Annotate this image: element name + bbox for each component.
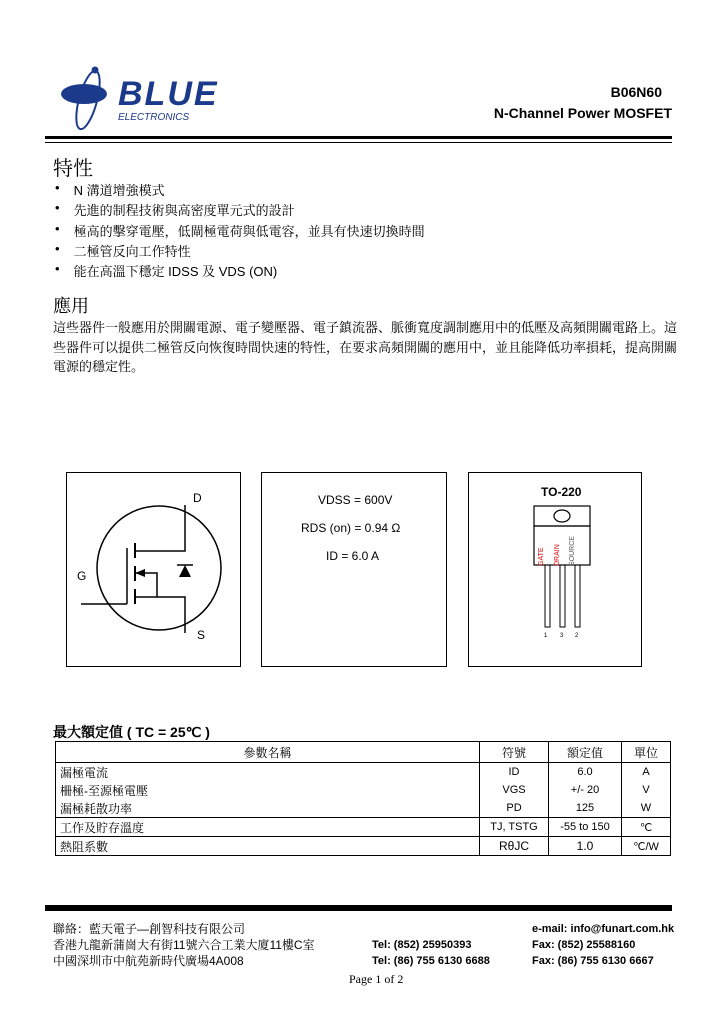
cell: V bbox=[622, 781, 671, 799]
cell: 工作及貯存溫度 bbox=[56, 818, 480, 837]
feature-item: • 極高的擊穿電壓，低閘極電荷與低電容，並具有快速切換時間 bbox=[55, 221, 425, 239]
footer-fax-hk: Fax: (852) 25588160 bbox=[532, 939, 636, 951]
key-specs-box bbox=[261, 472, 447, 667]
cell: A bbox=[622, 763, 671, 782]
ratings-table bbox=[55, 741, 671, 856]
table-row bbox=[56, 781, 671, 799]
mosfet-symbol-icon bbox=[67, 473, 240, 666]
pin-source-label: SOURCE bbox=[569, 536, 576, 566]
header-rule-thin bbox=[45, 142, 672, 143]
header-rule bbox=[45, 136, 672, 139]
source-label: S bbox=[197, 628, 206, 642]
cell: 熱阻系數 bbox=[56, 837, 480, 856]
cell: 柵極-至源極電壓 bbox=[56, 781, 480, 799]
feature-item: • N 溝道增強模式 bbox=[55, 180, 165, 198]
cell: 125 bbox=[549, 799, 622, 818]
table-row bbox=[56, 763, 671, 782]
pin-number: 2 bbox=[575, 633, 579, 639]
logo-emblem-icon bbox=[58, 60, 120, 140]
cell: PD bbox=[480, 799, 549, 818]
footer-rule bbox=[45, 905, 672, 911]
feature-item: • 二極管反向工作特性 bbox=[55, 241, 191, 259]
table-row bbox=[56, 837, 671, 856]
id-spec: ID = 6.0 A bbox=[326, 549, 380, 563]
vdss-spec: VDSS = 600V bbox=[318, 493, 393, 507]
header-cell: 額定值 bbox=[549, 742, 622, 763]
footer-tel-cn: Tel: (86) 755 6130 6688 bbox=[372, 955, 490, 967]
cell: W bbox=[622, 799, 671, 818]
cell: ID bbox=[480, 763, 549, 782]
rds-spec: RDS (on) = 0.94 Ω bbox=[301, 521, 401, 535]
feature-item: • 先進的制程技術與高密度單元式的設計 bbox=[55, 200, 295, 218]
header-cell: 符號 bbox=[480, 742, 549, 763]
table-header-row bbox=[56, 742, 671, 763]
cell: ℃ bbox=[622, 818, 671, 837]
cell: VGS bbox=[480, 781, 549, 799]
cell: -55 to 150 bbox=[549, 818, 622, 837]
features-title: 特性 bbox=[53, 156, 93, 180]
page-number: Page 1 of 2 bbox=[349, 972, 404, 986]
to220-package-icon bbox=[469, 473, 641, 666]
package-box bbox=[468, 472, 642, 667]
pin-number: 3 bbox=[560, 633, 564, 639]
applications-text: 這些器件一般應用於開關電源、電子變壓器、電子鎮流器、脈衝寬度調制應用中的低壓及高頻開關電路上。這些器件可以提供二極管反向恢復時間快速的特性，在要求高頻開關的應用中，並且能降低功率損耗，提高開關電源的穩定性。 bbox=[53, 320, 678, 374]
drain-label: D bbox=[193, 491, 202, 505]
footer-email: e-mail: info@funart.com.hk bbox=[532, 923, 675, 935]
table-row bbox=[56, 818, 671, 837]
part-number: B06N60 bbox=[610, 84, 662, 100]
cell: TJ, TSTG bbox=[480, 818, 549, 837]
table-row bbox=[56, 799, 671, 818]
footer-fax-cn: Fax: (86) 755 6130 6667 bbox=[532, 955, 654, 967]
logo-brand: BLUE bbox=[118, 75, 219, 113]
cell: ℃/W bbox=[622, 837, 671, 856]
cell: RθJC bbox=[480, 837, 549, 856]
pin-number: 1 bbox=[544, 633, 548, 639]
pin-gate-label: GATE bbox=[538, 547, 545, 566]
mosfet-symbol-box bbox=[66, 472, 241, 667]
cell: 漏極電流 bbox=[56, 763, 480, 782]
ratings-title: 最大額定值 ( TC = 25℃ ) bbox=[53, 724, 210, 740]
footer-address-hk: 香港九龍新蒲崗大有街11號六合工業大廈11樓C室 bbox=[53, 938, 315, 952]
package-name: TO-220 bbox=[541, 485, 582, 499]
logo-subtitle: ELECTRONICS bbox=[118, 112, 190, 123]
cell: 1.0 bbox=[549, 837, 622, 856]
header-cell: 單位 bbox=[622, 742, 671, 763]
footer-address-sz: 中國深圳市中航苑新時代廣場4A008 bbox=[53, 954, 244, 968]
cell: 6.0 bbox=[549, 763, 622, 782]
cell: +/- 20 bbox=[549, 781, 622, 799]
pin-drain-label: DRAIN bbox=[554, 544, 561, 566]
feature-item: • 能在高溫下穩定 IDSS 及 VDS (ON) bbox=[55, 261, 278, 279]
product-type: N-Channel Power MOSFET bbox=[493, 105, 672, 121]
footer-company: 聯絡：藍天電子—創智科技有限公司 bbox=[53, 922, 246, 936]
applications-title: 應用 bbox=[53, 296, 89, 317]
gate-label: G bbox=[77, 569, 87, 583]
header-cell: 參數名稱 bbox=[56, 742, 480, 763]
footer-tel-hk: Tel: (852) 25950393 bbox=[372, 939, 472, 951]
cell: 漏極耗散功率 bbox=[56, 799, 480, 818]
